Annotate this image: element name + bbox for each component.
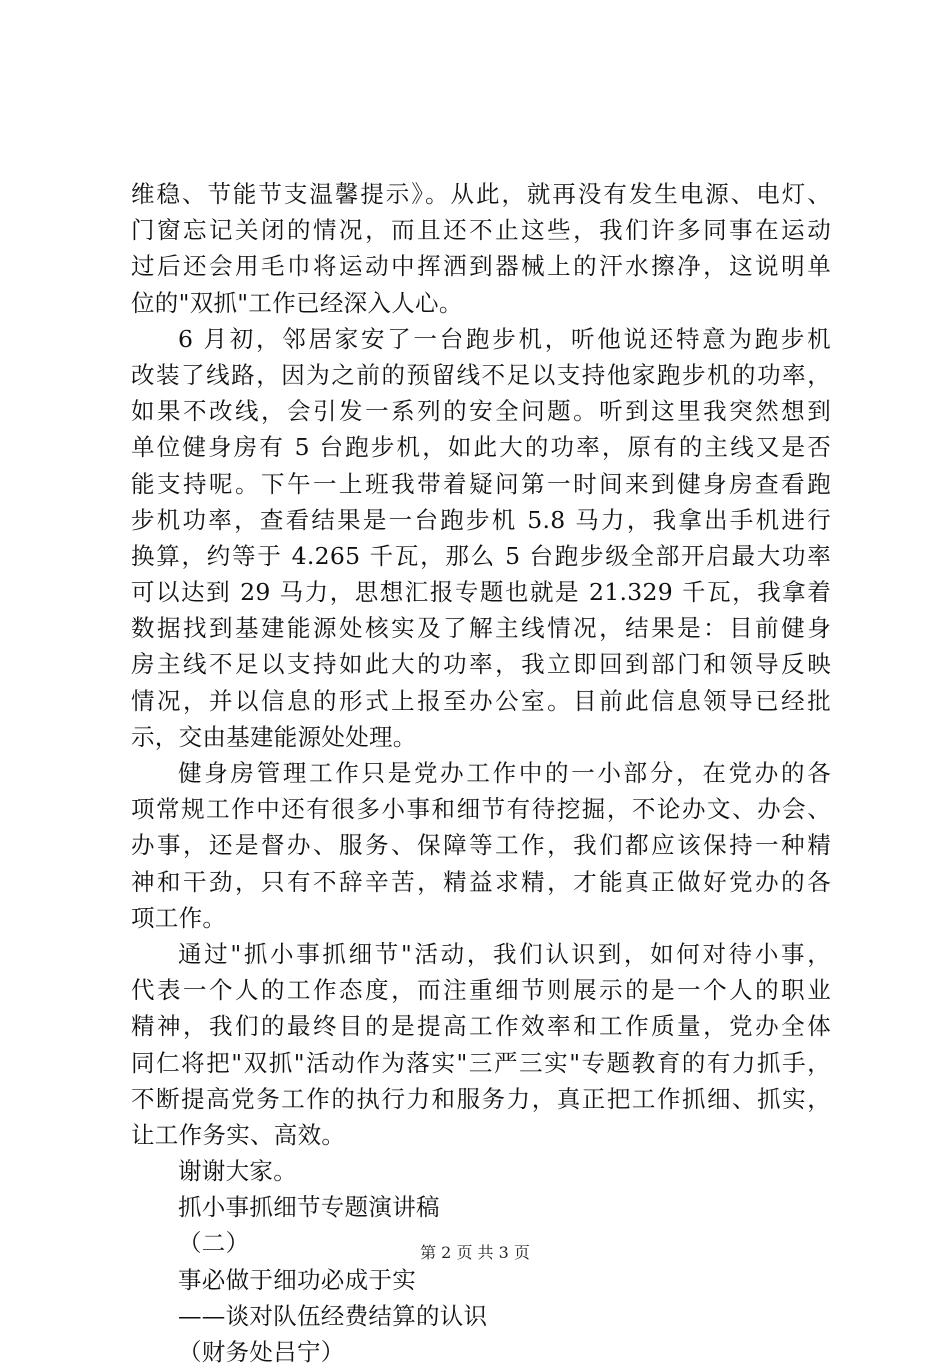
text-line: 项工作。 <box>131 903 227 932</box>
speech-title: 事必做于细功必成于实 <box>178 1265 416 1294</box>
paragraph-start-line: 健身房管理工作只是党办工作中的一小部分，在党办的各 <box>178 759 831 787</box>
speech-author: （财务处吕宁） <box>178 1338 345 1366</box>
text-line: 改装了线路，因为之前的预留线不足以支持他家跑步机的功率， <box>131 360 831 389</box>
text-line: 示，交由基建能源处处理。 <box>131 722 417 751</box>
text-line: 单位健身房有 5 台跑步机，如此大的功率，原有的主线又是否 <box>131 433 831 462</box>
text-line: 位的"双抓"工作已经深入人心。 <box>131 288 463 317</box>
section-title: 抓小事抓细节专题演讲稿 <box>178 1193 440 1222</box>
text-line: 步机功率，查看结果是一台跑步机 5.8 马力，我拿出手机进行 <box>131 505 831 534</box>
text-line: 房主线不足以支持如此大的功率，我立即回到部门和领导反映 <box>131 650 831 679</box>
closing-line: 谢谢大家。 <box>178 1157 297 1186</box>
text-line: 能支持呢。下午一上班我带着疑问第一时间来到健身房查看跑 <box>131 469 831 498</box>
text-line: 代表一个人的工作态度，而注重细节则展示的是一个人的职业 <box>131 976 831 1005</box>
text-line: 情况，并以信息的形式上报至办公室。目前此信息领导已经批 <box>131 686 831 715</box>
text-line: 数据找到基建能源处核实及了解主线情况，结果是：目前健身 <box>131 614 831 643</box>
speech-subtitle: ——谈对队伍经费结算的认识 <box>178 1301 488 1330</box>
text-line: 办事，还是督办、服务、保障等工作，我们都应该保持一种精 <box>131 831 831 860</box>
text-line: 维稳、节能节支温馨提示》。从此，就再没有发生电源、电灯、 <box>131 180 831 208</box>
text-line: 不断提高党务工作的执行力和服务力，真正把工作抓细、抓实， <box>131 1084 831 1113</box>
document-body <box>131 176 831 1370</box>
text-line: 同仁将把"双抓"活动作为落实"三严三实"专题教育的有力抓手， <box>131 1048 831 1077</box>
text-line: 过后还会用毛巾将运动中挥洒到器械上的汗水擦净，这说明单 <box>131 252 831 281</box>
text-line: 门窗忘记关闭的情况，而且还不止这些，我们许多同事在运动 <box>131 216 831 245</box>
section-number: （二） <box>178 1229 250 1258</box>
text-line: 换算，约等于 4.265 千瓦，那么 5 台跑步级全部开启最大功率 <box>131 541 831 570</box>
text-line: 让工作务实、高效。 <box>131 1120 346 1149</box>
text-line: 神和干劲，只有不辞辛苦，精益求精，才能真正做好党办的各 <box>131 867 831 896</box>
text-line: 如果不改线，会引发一系列的安全问题。听到这里我突然想到 <box>131 397 831 426</box>
text-line: 可以达到 29 马力，思想汇报专题也就是 21.329 千瓦，我拿着 <box>131 578 831 607</box>
text-line: 精神，我们的最终目的是提高工作效率和工作质量，党办全体 <box>131 1012 831 1041</box>
text-line: 项常规工作中还有很多小事和细节有待挖掘，不论办文、办会、 <box>131 795 831 824</box>
paragraph-start-line: 6 月初，邻居家安了一台跑步机，听他说还特意为跑步机 <box>178 324 831 353</box>
paragraph-start-line: 通过"抓小事抓细节"活动，我们认识到，如何对待小事， <box>178 939 831 968</box>
page-footer: 第 2 页 共 3 页 <box>420 1243 530 1262</box>
